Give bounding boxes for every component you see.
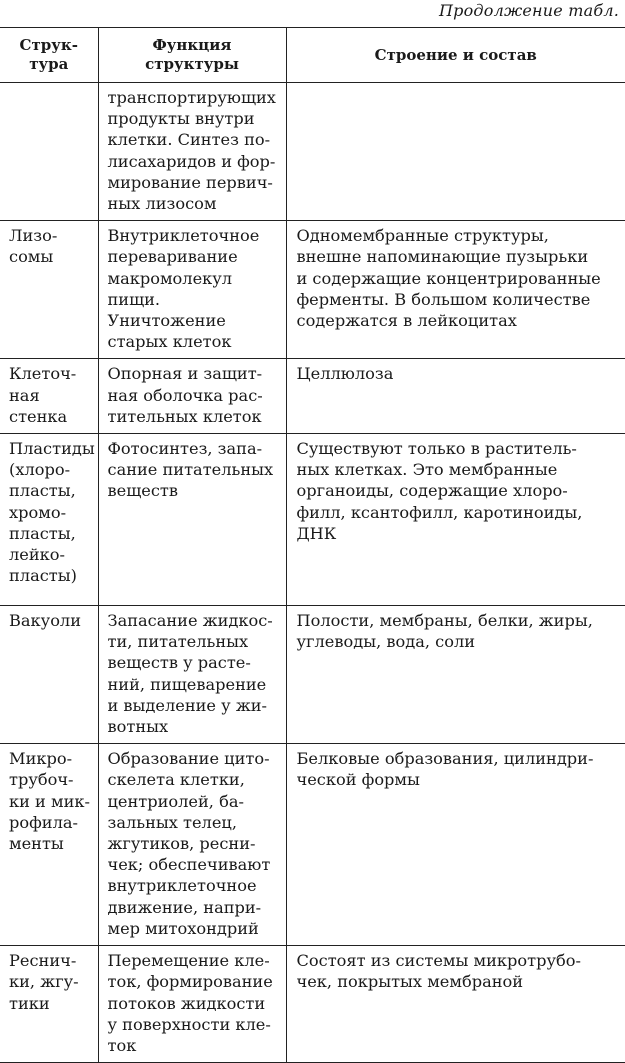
cell-composition bbox=[286, 434, 625, 606]
cell-structure bbox=[0, 434, 98, 606]
cell-line: ная оболочка рас- bbox=[107, 385, 263, 405]
cell-structure bbox=[0, 221, 98, 359]
cell-line: Внутриклеточное bbox=[107, 226, 260, 246]
cell-line: Одномембранные структуры, bbox=[296, 226, 549, 246]
cell-line: пласты) bbox=[9, 566, 77, 586]
cell-composition bbox=[286, 744, 625, 946]
cell-line: пищи. bbox=[107, 289, 161, 309]
cell-line: движение, напри- bbox=[107, 897, 262, 917]
cell-line: жгутиков, ресни- bbox=[107, 834, 256, 854]
table-row bbox=[0, 744, 625, 946]
cell-line: продукты внутри bbox=[107, 109, 255, 129]
cell-line: пласты, bbox=[9, 481, 76, 501]
cell-line: клетки. Синтез по- bbox=[107, 130, 271, 150]
table-row bbox=[0, 83, 625, 221]
cell-line: органоиды, содержащие хлоро- bbox=[296, 481, 568, 501]
cell-line: ки, жгу- bbox=[9, 972, 79, 992]
cell-line: Микро- bbox=[9, 749, 73, 769]
cell-line: ки и мик- bbox=[9, 791, 90, 811]
cell-line: ДНК bbox=[296, 523, 337, 543]
organelle-table bbox=[0, 27, 625, 1063]
cell-structure bbox=[0, 359, 98, 434]
cell-line: лисахаридов и фор- bbox=[107, 151, 276, 171]
cell-line: Уничтожение bbox=[107, 311, 226, 331]
header-composition bbox=[286, 28, 625, 83]
cell-line: ческой формы bbox=[296, 770, 420, 790]
cell-line: стенка bbox=[9, 406, 68, 426]
cell-line: тики bbox=[9, 993, 50, 1013]
cell-line: лейко- bbox=[9, 545, 65, 565]
cell-line: мер митохондрий bbox=[107, 918, 259, 938]
cell-line: веществ bbox=[107, 481, 178, 501]
cell-line: центриолей, ба- bbox=[107, 791, 244, 811]
cell-line: ний, пищеварение bbox=[107, 674, 267, 694]
table-row bbox=[0, 359, 625, 434]
cell-line: Перемещение кле- bbox=[107, 951, 270, 971]
cell-line: Образование цито- bbox=[107, 749, 270, 769]
table-row bbox=[0, 946, 625, 1063]
cell-line: внутриклеточное bbox=[107, 876, 257, 896]
cell-function bbox=[98, 606, 286, 744]
cell-line: транспортирующих bbox=[107, 88, 276, 107]
header-line: структуры bbox=[145, 55, 239, 73]
header-line: Строение и состав bbox=[374, 45, 537, 64]
table-header-row bbox=[0, 28, 625, 83]
cell-line: Полости, мембраны, белки, жиры, bbox=[296, 611, 593, 631]
table-row bbox=[0, 434, 625, 606]
cell-line: Запасание жидкос- bbox=[107, 611, 273, 631]
cell-structure bbox=[0, 83, 98, 221]
table-continuation-caption: Продолжение табл. bbox=[439, 1, 619, 20]
cell-line: зальных телец, bbox=[107, 812, 237, 832]
cell-line: веществ у расте- bbox=[107, 653, 251, 673]
cell-line: Вакуоли bbox=[9, 611, 82, 631]
cell-composition bbox=[286, 359, 625, 434]
cell-line: старых клеток bbox=[107, 332, 232, 352]
header-line: Функция bbox=[152, 36, 232, 54]
cell-line: ных лизосом bbox=[107, 194, 217, 214]
cell-line: Опорная и защит- bbox=[107, 364, 263, 384]
cell-composition bbox=[286, 946, 625, 1063]
cell-line: углеводы, вода, соли bbox=[296, 632, 476, 652]
cell-line: потоков жидкости bbox=[107, 993, 266, 1013]
cell-line: хромо- bbox=[9, 502, 67, 522]
cell-function bbox=[98, 946, 286, 1063]
cell-line: мирование первич- bbox=[107, 172, 273, 192]
cell-line: тительных клеток bbox=[107, 406, 262, 426]
cell-line: менты bbox=[9, 834, 64, 854]
cell-line: Существуют только в раститель- bbox=[296, 439, 577, 459]
cell-line: макромолекул bbox=[107, 268, 233, 288]
cell-line: содержатся в лейкоцитах bbox=[296, 311, 517, 331]
cell-line: ферменты. В большом количестве bbox=[296, 289, 591, 309]
cell-line: сание питательных bbox=[107, 460, 274, 480]
cell-structure bbox=[0, 946, 98, 1063]
cell-line: пласты, bbox=[9, 523, 76, 543]
cell-line: переваривание bbox=[107, 247, 238, 267]
header-structure bbox=[0, 28, 98, 83]
cell-line: (хлоро- bbox=[9, 460, 71, 480]
cell-composition bbox=[286, 606, 625, 744]
cell-structure bbox=[0, 606, 98, 744]
cell-line: у поверхности кле- bbox=[107, 1014, 271, 1034]
header-line: тура bbox=[29, 55, 69, 73]
cell-line: скелета клетки, bbox=[107, 770, 245, 790]
cell-line: Состоят из системы микротрубо- bbox=[296, 951, 581, 971]
cell-line: ная bbox=[9, 385, 40, 405]
header-line: Струк- bbox=[19, 36, 78, 54]
cell-composition bbox=[286, 221, 625, 359]
cell-line: чек, покрытых мембраной bbox=[296, 972, 524, 992]
cell-line: Клеточ- bbox=[9, 364, 77, 384]
cell-function bbox=[98, 359, 286, 434]
cell-structure bbox=[0, 744, 98, 946]
cell-line: Лизо- bbox=[9, 226, 58, 246]
cell-line: рофила- bbox=[9, 812, 78, 832]
cell-line: ток, формирование bbox=[107, 972, 273, 992]
cell-function bbox=[98, 83, 286, 221]
cell-line: внешне напоминающие пузырьки bbox=[296, 247, 589, 267]
cell-composition bbox=[286, 83, 625, 221]
cell-line: Белковые образования, цилиндри- bbox=[296, 749, 594, 769]
cell-line: и содержащие концентрированные bbox=[296, 268, 601, 288]
cell-line: трубоч- bbox=[9, 770, 74, 790]
table-row bbox=[0, 221, 625, 359]
cell-line: Фотосинтез, запа- bbox=[107, 439, 263, 459]
cell-line: сомы bbox=[9, 247, 54, 267]
cell-line: ти, питательных bbox=[107, 632, 249, 652]
header-function bbox=[98, 28, 286, 83]
cell-line: Реснич- bbox=[9, 951, 77, 971]
cell-line: вотных bbox=[107, 717, 169, 737]
table-row bbox=[0, 606, 625, 744]
cell-function bbox=[98, 744, 286, 946]
cell-line: Целлюлоза bbox=[296, 364, 394, 384]
cell-line: ток bbox=[107, 1035, 137, 1055]
cell-line: филл, ксантофилл, каротиноиды, bbox=[296, 502, 583, 522]
cell-line: чек; обеспечивают bbox=[107, 855, 271, 875]
cell-line: Пластиды bbox=[9, 439, 95, 459]
cell-line: и выделение у жи- bbox=[107, 695, 267, 715]
cell-line: ных клетках. Это мембранные bbox=[296, 460, 558, 480]
cell-function bbox=[98, 221, 286, 359]
cell-function bbox=[98, 434, 286, 606]
